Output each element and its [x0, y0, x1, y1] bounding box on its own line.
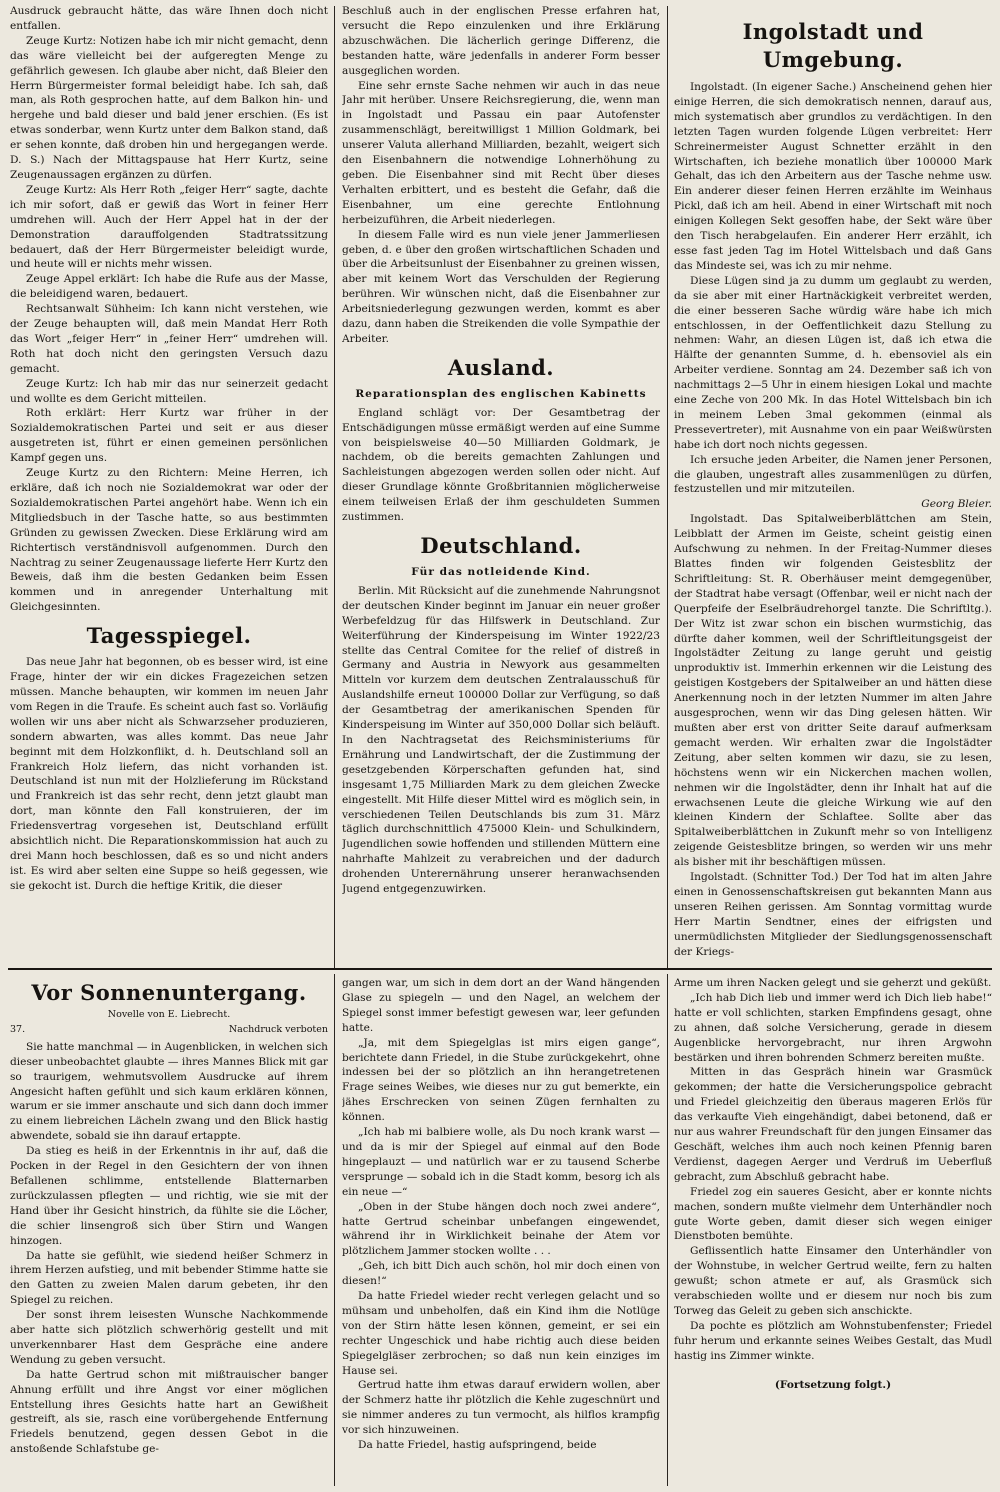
novel-paragraph: „Oben in der Stube hängen doch noch zwei andere“, hatte Gertrud scheinbar unbefangen eingewendet, während ihr in Wirklichkeit beinahe der Atem vor plötzlichem Jammer stocken wollte . . .: [342, 1200, 660, 1258]
article-paragraph: Ausdruck gebraucht hätte, das wäre Ihnen doch nicht entfallen.: [10, 5, 328, 32]
article-paragraph: Ingolstadt. Das Spitalweiberblättchen am Stein, Leibblatt der Armen im Geiste, scheint geistig einen Aufschwung zu nehmen. In der Freitag-Nummer dieses Blattes finden wir folgenden Geistesblitz der Schriftleitung: St. R. Oberhäuser meint demgegenüber, der Stadtrat habe versagt (Offenbar, weil er nicht nach der Querpfeife der Eselbräudrehorgel tanzte. Die Schriftltg.). Der Witz ist zwar schon ein bischen wurmstichig, das dürfte daher kommen, weil der Schriftleitungsgeist der Ingolstädter Zeitung zu lange geruht und geistig unproduktiv ist. Immerhin erkennen wir die Leistung des geistigen Kostgebers der Spitalweiber an und hätten diese Anerkennung noch in der letzten Nummer im alten Jahre ausgesprochen, wenn wir das Ding gelesen hätten. Wir mußten aber erst von dritter Seite darauf aufmerksam gemacht werden. Wir erhalten zwar die Ingolstädter Zeitung, aber selten kommen wir dazu, sie zu lesen, höchstens wenn wir ein Nickerchen machen wollen, nehmen wir die Ingolstädter, denn ihr Inhalt hat auf die erwachsenen Leute die gleiche Wirkung wie auf den kleinen Kindern der Schlaftee. Sollte aber das Spitalweiberblättchen in Zukunft mehr so von Intelligenz zeigende Geistesblitze bringen, so werden wir uns mehr als bisher mit ihr beschäftigen müssen.: [674, 513, 992, 869]
novel-paragraph: Da hatte sie gefühlt, wie siedend heißer Schmerz in ihrem Herzen aufstieg, und mit bebender Stimme hatte sie den Gatten zu zweien Malen darum gebeten, ihr den Spiegel zu reichen.: [10, 1249, 328, 1307]
novel-meta: [10, 1023, 328, 1038]
article-paragraph: Diese Lügen sind ja zu dumm um geglaubt zu werden, da sie aber mit einer Hartnäckigkeit verbreitet werden, die einer besseren Sache würdig wäre habe ich mich entschlossen, in der Oeffentlichkeit dazu Stellung zu nehmen: Wahr, an diesen Lügen ist, daß ich etwa die Hälfte der genannten Summe, d. h. ebensoviel als ein Arbeiter verdiene. Sonntag am 24. Dezember saß ich von nachmittags 2—5 Uhr in einem hiesigen Lokal und machte eine Zeche von 200 Mk. In das Hotel Wittelsbach bin ich in meinem Leben 3mal gekommen (einmal als Pressevertreter), mit Ausnahme von ein paar Weißwürsten habe ich dort noch nichts gegessen.: [674, 274, 992, 451]
column-rule: [334, 974, 335, 1486]
article-paragraph: In diesem Falle wird es nun viele jener Jammerliesen geben, d. e über den großen wirtschaftlichen Schaden und über die Arbeitsunlust der Eisenbahner zu greinen wissen, aber mit keinem Wort das Verschulden der Regierung berühren. Wir wünschen nicht, daß die Eisenbahner zur Arbeitsniederlegung gezwungen werden, kommt es aber dazu, dann haben die Streikenden die volle Sympathie der Arbeiter.: [342, 228, 660, 345]
article-paragraph: Zeuge Appel erklärt: Ich habe die Rufe aus der Masse, die beleidigend waren, bedauert.: [10, 273, 328, 301]
article-paragraph: Zeuge Kurtz: Notizen habe ich mir nicht gemacht, denn das wäre vielleicht bei der aufgeregten Menge zu gefährlich gewesen. Ich glaube aber nicht, daß Bleier den Herrn Bürgermeister formal beleidigt habe. Ich sah, daß man, als Roth gesprochen hatte, auf dem Balkon hin- und hergehe und bald dieser und bald jener erschien. (Es ist etwas sonderbar, wenn Kurtz unter dem Balkon stand, daß er sehen konnte, daß droben hin und hergegangen werde. D. S.) Nach der Mittagspause hat Herr Kurtz, seine Zeugenaussagen ergänzen zu dürfen.: [10, 34, 328, 181]
article-paragraph: Roth erklärt: Herr Kurtz war früher in der Sozialdemokratischen Partei und seit er aus dieser ausgetreten ist, führt er einen gemeinen persönlichen Kampf gegen uns.: [10, 407, 328, 465]
section-heading-deutschland: Deutschland.: [420, 533, 582, 558]
article-paragraph: Zeuge Kurtz: Als Herr Roth „feiger Herr“ sagte, dachte ich mir sofort, daß er gewiß das Wort in feiner Herr umdrehen will. Auch der Herr Appel hat in der der Demonstration darauffolgenden Stadtratssitzung bedauert, daß der Herr Bürgermeister beleidigt wurde, und heute will er nichts mehr wissen.: [10, 183, 328, 271]
novel-column-1: [10, 976, 328, 1486]
section-heading-tagesspiegel: Tagesspiegel.: [86, 623, 252, 649]
novel-paragraph: Arme um ihren Nacken gelegt und sie geherzt und geküßt.: [674, 977, 992, 989]
column-rule: [667, 6, 668, 968]
novel-paragraph: Geflissentlich hatte Einsamer den Unterhändler von der Wohnstube, in welcher Gertrud weilte, fern zu halten gewußt; schon atmete er auf, als Grasmück sich verabschieden wollte und er diesem nur noch bis zum Torweg das Geleit zu geben sich anschickte.: [674, 1245, 992, 1317]
novel-paragraph: Da hatte Friedel, hastig aufspringend, beide: [358, 1439, 597, 1452]
article-paragraph: Rechtsanwalt Sühheim: Ich kann nicht verstehen, wie der Zeuge behaupten will, daß mein Mandat Herr Roth das Wort „feiger Herr“ in „feiner Herr“ umdrehen will. Roth hat doch nicht den geringsten Versuch dazu gemacht.: [10, 303, 328, 375]
section-heading-ingolstadt: Ingolstadt und Umgebung.: [742, 19, 924, 72]
article-paragraph: Zeuge Kurtz: Ich hab mir das nur seinerzeit gedacht und wollte es dem Gericht mitteilen.: [10, 377, 328, 405]
novel-paragraph: „Ich hab Dich lieb und immer werd ich Dich lieb habe!“ hatte er voll schlichten, starken Empfindens gesagt, ohne zu ahnen, daß solche Versicherung, gerade in diesem Augenblicke hervorgebracht, nur ihren Argwohn bestärken und ihren bohrenden Schmerz bereiten mußte.: [674, 991, 992, 1064]
novel-column-2: [342, 976, 660, 1486]
article-paragraph: Ingolstadt. (In eigener Sache.) Anscheinend gehen hier einige Herren, die sich demokratisch nennen, darauf aus, mich systematisch aber grundlos zu verdächtigen. In den letzten Tagen wurden folgende Lügen verbreitet: Herr Schreinermeister August Schnetter erzählt in den Wirtschaften, ich beziehe monatlich über 100000 Mark Gehalt, das ich den Arbeitern aus der Tasche nehme usw. Ein anderer dieser feinen Herren erzählte im Weinhaus Pickl, daß ich am heil. Abend in einer Wirtschaft mit noch einigen Kollegen Sekt gesoffen habe, der Sekt wäre über den Tisch herabgelaufen. Ein anderer Herr erzählt, ich esse fast jeden Tag im Hotel Wittelsbach und daß Gans das Mindeste sei, was ich zu mir nehme.: [674, 81, 992, 272]
novel-paragraph: Da stieg es heiß in der Erkenntnis in ihr auf, daß die Pocken in der Regel in den Gesichtern der von ihnen Befallenen schlimme, entstellende Blatternarben zurückzulassen pflegten — und richtig, wie sie mit der Hand über ihr Gesicht hinstrich, da fühlte sie die Löcher, die schier linsengroß sich über Stirn und Wangen hinzogen.: [10, 1145, 328, 1247]
novel-paragraph: Friedel zog ein saueres Gesicht, aber er konnte nichts machen, sondern mußte vielmehr dem Unterhändler noch gute Worte geben, damit dieser sich wegen einiger Dienstboten bemühte.: [674, 1185, 992, 1243]
section-heading-ausland: Ausland.: [447, 354, 555, 380]
novel-paragraph: „Ja, mit dem Spiegelglas ist mirs eigen gange“, berichtete dann Friedel, in die Stube zurückgekehrt, ohne indessen bei der so plötzlich an ihn herangetretenen Frage seines Weibes, wie dieses nur zu gut bemerkte, ein jähes Erschrecken von seinen Zügen fernhalten zu können.: [342, 1036, 660, 1124]
signature: Georg Bleier.: [921, 498, 992, 511]
article-paragraph: Berlin. Mit Rücksicht auf die zunehmende Nahrungsnot der deutschen Kinder beginnt im Januar ein neuer großer Werbefeldzug für das Hilfswerk in Deutschland. Zur Weiterführung der Kinderspeisung im Winter 1922/23 stellte das Central Comitee for the relief of distreß in Germany and Austria in Newyork aus gesammelten Mitteln vor kurzem dem deutschen Zentralausschuß für Auslandshilfe erneut 100000 Dollar zur Verfügung, so daß der Gesamtbetrag der amerikanischen Spenden für Kinderspeisung im Winter auf 350,000 Dollar sich beläuft. In den Nachtragsetat des Reichsministeriums für Ernährung und Landwirtschaft, der die Zustimmung der gesetzgebenden Körperschaften gefunden hat, sind insgesamt 1,75 Milliarden Mark zu dem gleichen Zwecke eingestellt. Mit Hilfe dieser Mittel wird es möglich sein, in verschiedenen Teilen Deutschlands bis zum 31. März täglich durchschnittlich 475000 Klein- und Schulkindern, Jugendlichen sowie hoffenden und stillenden Müttern eine nahrhafte Mahlzeit zu verabreichen und der dadurch drohenden Unterernährung unserer heranwachsenden Jugend entgegenzuwirken.: [342, 584, 660, 896]
novel-subtitle: Novelle von E. Liebrecht.: [107, 1009, 231, 1020]
novel-paragraph: „Geh, ich bitt Dich auch schön, hol mir doch einen von diesen!“: [342, 1260, 660, 1288]
article-paragraph: Zeuge Kurtz zu den Richtern: Meine Herren, ich erkläre, daß ich noch nie Sozialdemokrat war oder der Sozialdemokratischen Partei angehört habe. Wenn ich ein Mitgliedsbuch in der Tasche hatte, so aus bestimmten Gründen zu gewissen Zwecken. Diese Erklärung wird am Richtertisch verständnisvoll aufgenommen. Durch den Nachtrag zu seiner Zeugenaussage lieferte Herr Kurtz den Beweis, daß ihm die besten Gedanken beim Essen kommen und in anregender Unterhaltung mit Gleichgesinnten.: [10, 467, 328, 614]
novel-paragraph: Da pochte es plötzlich am Wohnstubenfenster; Friedel fuhr herum und erkannte seines Weibes Gestalt, das Mudl hastig ins Zimmer winkte.: [674, 1319, 992, 1362]
continuation-notice: (Fortsetzung folgt.): [774, 1378, 892, 1391]
novel-paragraph: „Ich hab mi balbiere wolle, als Du noch krank warst — und da is mir der Spiegel auf einmal auf den Bode hingeplauzt — und natürlich war er zu tausend Scherbe versprunge — sobald ich in die Stadt komm, besorg ich als ein neue —“: [342, 1126, 660, 1198]
article-paragraph: Beschluß auch in der englischen Presse erfahren hat, versucht die Repo einzulenken und ihre Erklärung abzuschwächen. Die lächerlich geringe Differenz, die bestanden hatte, wäre jedenfalls in anderer Form besser ausgeglichen worden.: [342, 5, 660, 77]
novel-paragraph: Mitten in das Gespräch hinein war Grasmück gekommen; der hatte die Versicherungspolice gebracht und Friedel gleichzeitig den überaus mageren Erlös für das verkaufte Vieh eingehändigt, dabei betonend, daß er nur aus wahrer Freundschaft für den jungen Einsamer das Geschäft, welches ihm auch noch keinen Pfennig baren Verdienst, dagegen Aerger und Verdruß im Ueberfluß gebracht, zum Abschluß gebracht habe.: [674, 1066, 992, 1183]
novel-paragraph: gangen war, um sich in dem dort an der Wand hängenden Glase zu spiegeln — und den Nagel, an welchem der Spiegel sonst immer befestigt gewesen war, leer gefunden hatte.: [342, 977, 660, 1034]
middle-column: [342, 4, 660, 966]
article-paragraph: Ingolstadt. (Schnitter Tod.) Der Tod hat im alten Jahre einen in Genossenschaftskreisen gut bekannten Mann aus unseren Reihen gerissen. Am Sonntag vormittag wurde Herr Martin Sendtner, eines der eifrigsten und unermüdlichsten Mitglieder der Siedlungsgenossenschaft der Kriegs-: [674, 871, 992, 958]
novel-paragraph: Da hatte Friedel wieder recht verlegen gelacht und so mühsam und unbeholfen, daß ein Kind ihm die Notlüge von der Stirn hätte lesen können, gemeint, er sei ein rechter Ungeschick und habe richtig auch diese beiden Spiegelgläser zerbrochen; so daß nun kein einziges im Hause sei.: [342, 1290, 660, 1377]
article-paragraph: England schlägt vor: Der Gesamtbetrag der Entschädigungen müsse ermäßigt werden auf eine Summe von beispielsweise 40—50 Milliarden Goldmark, je nachdem, ob die bereits gemachten Zahlungen und Sachleistungen abgezogen werden sollen oder nicht. Auf dieser Grundlage könnte Großbritannien möglicherweise einem teilweisen Erlaß der ihm geschuldeten Summen zustimmen.: [342, 406, 660, 524]
novel-paragraph: Gertrud hatte ihm etwas darauf erwidern wollen, aber der Schmerz hatte ihr plötzlich die Kehle zugeschnürt und sie nimmer anderes zu tun vermocht, als hilflos krampfig vor sich hinzuweinen.: [342, 1379, 660, 1437]
section-rule: [8, 968, 992, 970]
left-column: [10, 4, 328, 966]
novel-paragraph: Da hatte Gertrud schon mit mißtrauischer banger Ahnung erfüllt und ihre Angst vor einer möglichen Entstellung ihres Gesichts hatte hart an Gewißheit gestreift, als sie, rasch eine vorübergehende Entfernung Friedels benutzend, gegen dessen Gebot in die anstoßende Schlafstube ge-: [10, 1368, 328, 1456]
column-rule: [667, 974, 668, 1486]
installment-number: 37.: [10, 1023, 26, 1035]
column-rule: [334, 6, 335, 968]
subheading: Reparationsplan des englischen Kabinetts: [355, 387, 647, 400]
article-paragraph: Eine sehr ernste Sache nehmen wir auch in das neue Jahr mit herüber. Unsere Reichsregierung, die, wenn man in Ingolstadt und Passau ein paar Autofenster zusammenschlägt, bereitwilligst 1 Million Goldmark, bei unserer Valuta allerhand Milliarden, bezahlt, weigert sich den Eisenbahnern die notwendige Lohnerhöhung zu geben. Die Eisenbahner sind mit Recht über dieses Verhalten erbittert, und es besteht die Gefahr, daß die Eisenbahner, um eine gerechte Entlohnung herbeizuführen, die Arbeit niederlegen.: [342, 79, 660, 226]
novel-title: Vor Sonnenuntergang.: [31, 980, 307, 1005]
article-paragraph: Ich ersuche jeden Arbeiter, die Namen jener Personen, die glauben, ungestraft alles zusammenlügen zu dürfen, festzustellen und mir mitzuteilen.: [674, 453, 992, 496]
novel-paragraph: Der sonst ihrem leisesten Wunsche Nachkommende aber hatte sich plötzlich schwerhörig gestellt und mit unverkennbarer Hast dem Gespräche eine andere Wendung zu geben versucht.: [10, 1309, 328, 1366]
novel-column-3: [674, 976, 992, 1486]
article-paragraph: Das neue Jahr hat begonnen, ob es besser wird, ist eine Frage, hinter der wir ein dickes Fragezeichen setzen müssen. Manche behaupten, wir kommen im neuen Jahr vom Regen in die Traufe. Es scheint auch fast so. Vorläufig wollen wir uns aber nicht als Schwarzseher produzieren, sondern abwarten, was alles kommt. Das neue Jahr beginnt mit dem Holzkonflikt, d. h. Deutschland soll an Frankreich Holz liefern, das nicht vorhanden ist. Deutschland ist nun mit der Holzlieferung im Rückstand und Frankreich ist das sehr recht, denn jetzt glaubt man dort, man könnte den Fall konstruieren, der im Friedensvertrag vorgesehen ist, Deutschland erfüllt absichtlich nicht. Die Reparationskommission hat auch zu drei Mann hoch beschlossen, daß es so und nicht anders ist. Es wird aber selten eine Suppe so heiß gegessen, wie sie gekocht ist. Durch die heftige Kritik, die dieser: [10, 656, 328, 892]
subheading: Für das notleidende Kind.: [411, 566, 591, 578]
right-column: [674, 4, 992, 966]
novel-paragraph: Sie hatte manchmal — in Augenblicken, in welchen sich dieser unbeobachtet glaubte — ihres Mannes Blick mit gar so traurigem, wehmutsvollem Ausdrucke auf ihrem Angesicht haften gefühlt und sich kaum erklären können, warum er sie immer anschaute und sich dann doch immer zu einem liebreichen Lächeln zwang und den Blick hastig abwendete, sobald sie ihn darauf ertappte.: [10, 1040, 328, 1143]
reprint-notice: Nachdruck verboten: [228, 1023, 328, 1035]
